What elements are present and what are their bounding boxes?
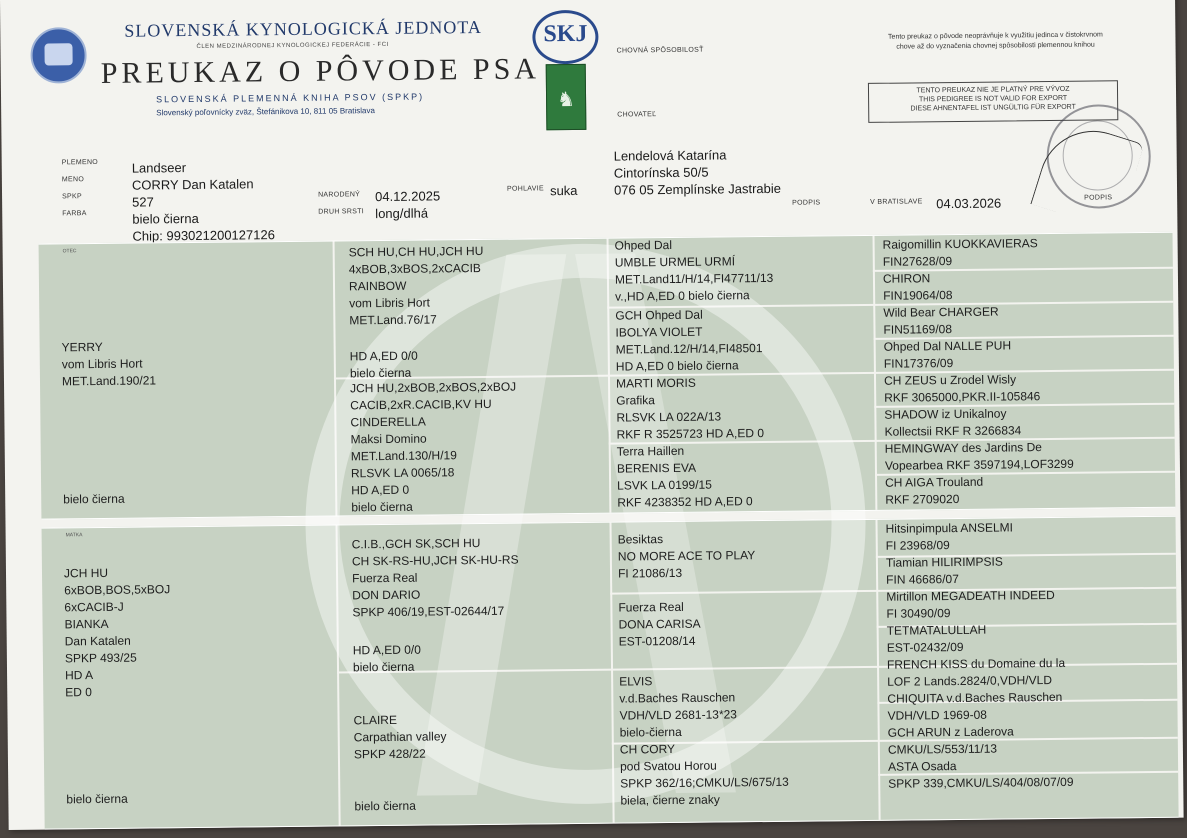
stag-logo-icon bbox=[546, 64, 587, 130]
gen3-line: MET.Land11/H/14,FI47711/13 bbox=[614, 270, 774, 287]
gen3-line: Ohped Dal bbox=[614, 237, 673, 253]
organization-subtitle: ČLEN MEDZINÁRODNEJ KYNOLOGICKEJ FEDERÁCIE - FCI bbox=[196, 41, 389, 50]
gen3-line: Fuerza Real bbox=[618, 599, 684, 615]
gen3-cell bbox=[615, 236, 774, 306]
gen4-line: RKF 3065000,PKR.II-105846 bbox=[884, 389, 1041, 405]
gen4-cell bbox=[886, 554, 1003, 589]
sire-kennel: vom Libris Hort bbox=[61, 356, 143, 372]
breed-value: Landseer bbox=[131, 160, 187, 176]
gen4-line: CH AIGA Trouland bbox=[885, 474, 984, 490]
dam-sire-line: Fuerza Real bbox=[352, 570, 418, 586]
gen4-cell bbox=[885, 474, 983, 509]
gen4-line: ASTA Osada bbox=[888, 759, 957, 774]
sire-sire-cell bbox=[349, 243, 485, 329]
dam-sire-line: C.I.B.,GCH SK,SCH HU bbox=[351, 535, 481, 552]
gen3-line: SPKP 362/16;CMKU/LS/675/13 bbox=[620, 774, 789, 791]
name-label: MENO bbox=[61, 176, 85, 184]
gen4-cell bbox=[886, 519, 1014, 554]
organization-address: Slovenský poľovnícky zväz, Štefánikova 10, 811 05 Bratislava bbox=[156, 106, 375, 118]
gen4-line: FI 23968/09 bbox=[885, 538, 950, 553]
gen3-line: pod Svatou Horou bbox=[619, 758, 717, 774]
breeder-street: Cintorínska 50/5 bbox=[613, 164, 709, 181]
gen4-cell bbox=[886, 587, 1055, 623]
sire-name: YERRY bbox=[61, 339, 103, 355]
dam-sire-cell bbox=[352, 535, 520, 622]
gen4-line: SHADOW iz Unikalnoy bbox=[884, 406, 1007, 422]
gen4-line: CH ZEUS u Zrodel Wisly bbox=[883, 372, 1017, 388]
gen3-line: biela, čierne znaky bbox=[620, 792, 720, 808]
gen3-line: Terra Haillen bbox=[616, 443, 685, 459]
gen3-line: IBOLYA VIOLET bbox=[615, 324, 703, 340]
dam-name: BIANKA bbox=[64, 616, 109, 632]
sire-sire-line: RAINBOW bbox=[348, 278, 407, 294]
gen4-cell bbox=[885, 439, 1074, 475]
gen4-line: Raigomillin KUOKKAVIERAS bbox=[882, 236, 1038, 252]
gen3-line: DONA CARISA bbox=[618, 616, 701, 632]
gen4-cell bbox=[883, 235, 1039, 271]
chip-value: Chip: 993021200127126 bbox=[132, 227, 275, 244]
name-value: CORRY Dan Katalen bbox=[131, 176, 254, 193]
gen4-line: HEMINGWAY des Jardins De bbox=[884, 440, 1042, 456]
gen3-line: bielo-čierna bbox=[619, 724, 682, 740]
gen4-line: Hitsinpimpula ANSELMI bbox=[885, 520, 1014, 536]
gen4-line: EST-02432/09 bbox=[886, 639, 964, 655]
sire-dam-line: HD A,ED 0 bbox=[351, 482, 410, 498]
gen4-line: GCH ARUN z Laderova bbox=[887, 724, 1014, 740]
sire-cell bbox=[62, 338, 157, 390]
gen4-line: Kollectsii RKF R 3266834 bbox=[884, 423, 1022, 439]
fci-logo-emblem bbox=[44, 43, 72, 65]
gen3-cell bbox=[619, 672, 737, 741]
gen4-line: FIN19064/08 bbox=[883, 288, 953, 303]
gen3-line: EST-01208/14 bbox=[618, 633, 696, 649]
sire-dam-line: CACIB,2xR.CACIB,KV HU bbox=[350, 396, 492, 413]
sire-sire-hd: HD A,ED 0/0 bbox=[349, 348, 418, 364]
sire-sire-line: 4xBOB,3xBOS,2xCACIB bbox=[348, 260, 481, 277]
column-divider bbox=[610, 523, 615, 823]
sire-sire-line: MET.Land.76/17 bbox=[349, 312, 437, 328]
breeder-label: CHOVATEĽ bbox=[617, 111, 657, 119]
gen3-line: VDH/VLD 2681-13*23 bbox=[619, 707, 738, 723]
dam-sire-health bbox=[353, 642, 421, 677]
export-notice-sk: TENTO PREUKAZ NIE JE PLATNÝ PRE VÝVOZ bbox=[916, 85, 1070, 95]
dam-dam-line: CLAIRE bbox=[353, 712, 397, 728]
breed-label: PLEMENO bbox=[61, 158, 99, 167]
gen4-line: SPKP 339,CMKU/LS/404/08/07/09 bbox=[888, 774, 1074, 791]
dam-sire-line: CH SK-RS-HU,JCH SK-HU-RS bbox=[351, 552, 519, 569]
born-label: NARODENÝ bbox=[318, 191, 361, 199]
gen4-cell bbox=[884, 337, 1012, 372]
gen4-cell bbox=[887, 622, 987, 657]
sex-value: suka bbox=[549, 182, 578, 199]
gen4-cell bbox=[887, 689, 1062, 725]
gen4-line: FIN27628/09 bbox=[882, 254, 953, 269]
gen4-line: FIN51169/08 bbox=[883, 322, 953, 337]
breeding-ability-label: CHOVNÁ SPÔSOBILOSŤ bbox=[616, 46, 704, 55]
gen3-line: UMBLE URMEL URMÍ bbox=[614, 254, 736, 270]
sire-dam-line: MET.Land.130/H/19 bbox=[350, 448, 457, 464]
gen4-line: CHIQUITA v.d.Baches Rauschen bbox=[887, 689, 1063, 706]
gen3-line: MARTI MORIS bbox=[615, 375, 696, 391]
gen3-line: v.d.Baches Rauschen bbox=[619, 690, 736, 706]
sex-label: POHLAVIE bbox=[506, 185, 544, 193]
gen3-line: LSVK LA 0199/15 bbox=[617, 477, 712, 493]
stud-book-name: SLOVENSKÁ PLEMENNÁ KNIHA PSOV (SPKP) bbox=[155, 91, 425, 105]
sire-dam-line: Maksi Domino bbox=[350, 431, 427, 447]
gen3-line: Besiktas bbox=[617, 532, 664, 547]
stag-glyph: ♞ bbox=[556, 88, 576, 112]
gen4-line: FI 30490/09 bbox=[886, 606, 951, 621]
export-notice-de: DIESE AHNENTAFEL IST UNGÜLTIG FÜR EXPORT bbox=[910, 103, 1076, 113]
gen3-cell bbox=[615, 306, 762, 376]
stamp-signature-label: PODPIS bbox=[1084, 194, 1113, 202]
gen4-line: TETMATALULLAH bbox=[886, 622, 987, 638]
gen4-line: RKF 2709020 bbox=[885, 491, 960, 507]
dam-dam-cell bbox=[353, 711, 446, 763]
sire-dam-line: RLSVK LA 0065/18 bbox=[350, 465, 455, 481]
sire-dam-line: CINDERELLA bbox=[350, 414, 426, 430]
gen3-line: v.,HD A,ED 0 bielo čierna bbox=[615, 288, 750, 304]
coat-label: DRUH SRSTI bbox=[318, 208, 365, 216]
sire-sire-color: bielo čierna bbox=[349, 365, 412, 381]
issue-date: 04.03.2026 bbox=[936, 195, 1002, 212]
gen3-line: HD A,ED 0 bielo čierna bbox=[615, 358, 739, 374]
signature-label: PODPIS bbox=[792, 199, 821, 207]
coat-value: long/dlhá bbox=[375, 205, 429, 222]
gen3-cell bbox=[618, 530, 756, 582]
gen3-line: FI 21086/13 bbox=[617, 565, 683, 581]
gen3-line: Grafika bbox=[616, 393, 655, 408]
skj-logo-text: SKJ bbox=[543, 20, 588, 48]
dam-hd: HD A bbox=[65, 668, 94, 683]
gen4-line: Ohped Dal NALLE PUH bbox=[883, 338, 1012, 354]
gen3-line: CH CORY bbox=[619, 741, 676, 757]
born-value: 04.12.2025 bbox=[375, 188, 441, 205]
sire-dam-line: bielo čierna bbox=[351, 499, 413, 515]
gen4-line: Vopearbea RKF 3597194,LOF3299 bbox=[884, 456, 1074, 473]
gen3-line: BERENIS EVA bbox=[616, 460, 697, 476]
dam-reg: SPKP 493/25 bbox=[64, 650, 137, 666]
dam-section-label: MATKA bbox=[65, 532, 83, 539]
organization-name: SLOVENSKÁ KYNOLOGICKÁ JEDNOTA bbox=[124, 16, 482, 41]
dam-line: 6xBOB,BOS,5xBOJ bbox=[64, 582, 171, 598]
gen4-line: Tiamian HILIRIMPSIS bbox=[885, 554, 1003, 570]
dam-sire-line: DON DARIO bbox=[352, 587, 421, 603]
dam-dam-line: Carpathian valley bbox=[353, 729, 447, 745]
dam-kennel: Dan Katalen bbox=[64, 633, 131, 649]
dam-ed: ED 0 bbox=[65, 685, 93, 700]
gen4-cell bbox=[884, 405, 1021, 440]
gen4-cell bbox=[887, 655, 1065, 691]
sire-reg: MET.Land.190/21 bbox=[61, 373, 157, 389]
sire-dam-line: JCH HU,2xBOB,2xBOS,2xBOJ bbox=[350, 379, 517, 396]
gen3-line: MET.Land.12/H/14,FI48501 bbox=[615, 341, 763, 357]
sire-color: bielo čierna bbox=[63, 491, 125, 507]
dam-cell bbox=[64, 564, 171, 701]
skj-logo-icon bbox=[532, 10, 599, 65]
gen4-line: CHIRON bbox=[882, 271, 931, 286]
spkp-value: 527 bbox=[132, 194, 154, 210]
gen4-line: Wild Bear CHARGER bbox=[883, 304, 999, 320]
dam-line: 6xCACIB-J bbox=[64, 599, 124, 615]
gen4-line: Mirtillon MEGADEATH INDEED bbox=[886, 587, 1055, 604]
sire-section-label: OTEC bbox=[62, 248, 77, 255]
sire-sire-health bbox=[350, 348, 418, 383]
gen3-cell bbox=[617, 442, 753, 511]
validity-note: Tento preukaz o pôvode neoprávňuje k využitiu jedinca v čistokrvnom chove až do vyznačenia chovnej spôsobilosti plemennou knihou bbox=[887, 31, 1103, 51]
breeder-city: 076 05 Zemplínske Jastrabie bbox=[613, 180, 782, 198]
gen3-line: GCH Ohped Dal bbox=[615, 307, 703, 323]
gen4-line: VDH/VLD 1969-08 bbox=[887, 707, 988, 723]
export-notice-en: THIS PEDIGREE IS NOT VALID FOR EXPORT bbox=[918, 94, 1068, 104]
gen3-line: NO MORE ACE TO PLAY bbox=[617, 548, 756, 564]
fci-logo-icon bbox=[30, 27, 87, 84]
gen4-line: LOF 2 Lands.2824/0,VDH/VLD bbox=[887, 673, 1053, 689]
gen4-line: CMKU/LS/553/11/13 bbox=[887, 741, 998, 757]
gen4-cell bbox=[883, 304, 999, 339]
gen3-cell bbox=[618, 599, 701, 651]
dam-line: JCH HU bbox=[63, 565, 109, 581]
gen4-cell bbox=[883, 270, 953, 305]
sire-sire-line: vom Libris Hort bbox=[349, 295, 430, 311]
place-label: V BRATISLAVE bbox=[870, 198, 923, 206]
gen4-line: FIN 46686/07 bbox=[886, 571, 959, 587]
color-value: bielo čierna bbox=[132, 210, 199, 227]
spkp-label: SPKP bbox=[62, 193, 82, 201]
gen3-cell bbox=[616, 374, 764, 444]
gen3-cell bbox=[620, 740, 789, 810]
dam-color: bielo čierna bbox=[66, 791, 128, 807]
gen4-cell bbox=[888, 723, 1014, 758]
dam-sire-color: bielo čierna bbox=[352, 659, 415, 675]
breeder-name: Lendelová Katarína bbox=[613, 147, 727, 164]
gen3-line: RLSVK LA 022A/13 bbox=[616, 409, 722, 425]
sire-sire-line: SCH HU,CH HU,JCH HU bbox=[348, 243, 484, 260]
gen3-line: RKF R 3525723 HD A,ED 0 bbox=[616, 426, 765, 442]
color-label: FARBA bbox=[62, 210, 87, 218]
gen4-cell bbox=[888, 757, 1074, 793]
dam-sire-line: SPKP 406/19,EST-02644/17 bbox=[352, 603, 505, 620]
sire-dam-cell bbox=[350, 379, 517, 517]
gen4-line: FRENCH KISS du Domaine du la bbox=[886, 655, 1066, 672]
dam-dam-color: bielo čierna bbox=[354, 798, 416, 814]
gen3-line: ELVIS bbox=[619, 674, 653, 689]
gen3-line: RKF 4238352 HD A,ED 0 bbox=[617, 494, 753, 510]
dam-dam-line: SPKP 428/22 bbox=[353, 746, 426, 762]
gen4-line: FIN17376/09 bbox=[883, 356, 954, 371]
dam-sire-hd: HD A,ED 0/0 bbox=[352, 642, 421, 658]
document-title: PREUKAZ O PÔVODE PSA bbox=[100, 52, 541, 90]
gen4-cell bbox=[884, 371, 1040, 407]
column-divider bbox=[336, 525, 341, 825]
